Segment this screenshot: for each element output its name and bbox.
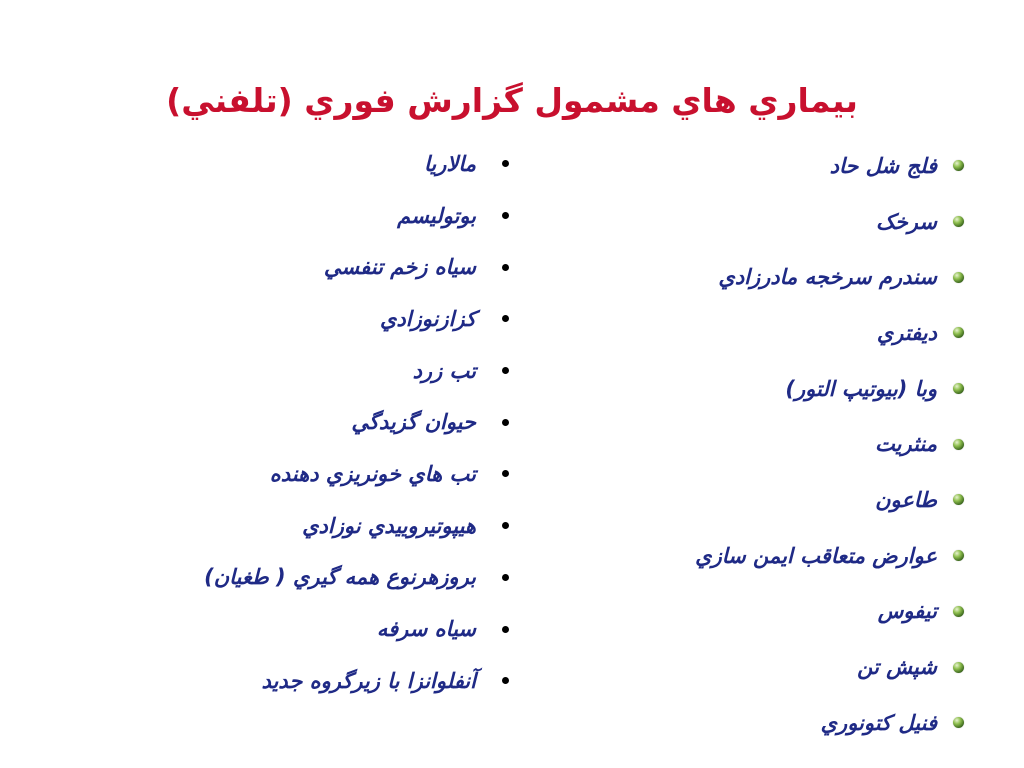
list-item — [29, 241, 509, 293]
green-ball-bullet-icon — [953, 327, 964, 338]
list-item-label: تب زرد — [412, 358, 476, 383]
green-ball-bullet-icon — [953, 662, 964, 673]
list-item-label: تب هاي خونريزي دهنده — [269, 461, 476, 486]
list-item — [29, 552, 509, 604]
list-item-label: بروزهرنوع همه گيري ( طغيان) — [204, 565, 476, 590]
slide-title: بيماري هاي مشمول گزارش فوري (تلفني) — [166, 81, 858, 120]
list-item — [544, 584, 964, 640]
list-item — [544, 305, 964, 361]
list-item — [29, 448, 509, 500]
black-dot-bullet-icon — [502, 574, 509, 581]
list-item-label: مالاريا — [423, 151, 476, 176]
black-dot-bullet-icon — [502, 626, 509, 633]
list-item-label: سياه زخم تنفسي — [323, 255, 476, 280]
green-ball-bullet-icon — [953, 717, 964, 728]
list-item — [29, 396, 509, 448]
black-dot-bullet-icon — [502, 677, 509, 684]
list-item-label: سياه سرفه — [376, 617, 476, 642]
list-item — [544, 361, 964, 417]
list-item-label: منثريت — [875, 432, 937, 457]
list-item-label: شپش تن — [857, 655, 937, 680]
list-item — [544, 138, 964, 194]
black-dot-bullet-icon — [502, 367, 509, 374]
black-dot-bullet-icon — [502, 470, 509, 477]
list-item — [29, 500, 509, 552]
right-disease-list — [544, 138, 964, 751]
list-item-label: عوارض متعاقب ايمن سازي — [695, 543, 937, 568]
list-item-label: وبا (بيوتيپ التور) — [785, 376, 937, 401]
list-item-label: کزازنوزادي — [379, 306, 476, 331]
list-item-label: فنيل کتونوري — [820, 710, 937, 735]
list-item-label: حيوان گزيدگي — [351, 410, 476, 435]
list-item — [544, 472, 964, 528]
list-item-label: آنفلوانزا با زيرگروه جديد — [261, 668, 476, 693]
left-disease-list — [29, 138, 509, 707]
list-item — [29, 293, 509, 345]
list-item — [544, 249, 964, 305]
list-item-label: بوتوليسم — [397, 203, 476, 228]
black-dot-bullet-icon — [502, 212, 509, 219]
list-item-label: طاعون — [875, 487, 937, 512]
list-item-label: ديفتري — [876, 320, 937, 345]
green-ball-bullet-icon — [953, 550, 964, 561]
black-dot-bullet-icon — [502, 264, 509, 271]
green-ball-bullet-icon — [953, 272, 964, 283]
green-ball-bullet-icon — [953, 160, 964, 171]
list-item — [544, 194, 964, 250]
list-item-label: سندرم سرخجه مادرزادي — [718, 265, 937, 290]
green-ball-bullet-icon — [953, 383, 964, 394]
black-dot-bullet-icon — [502, 315, 509, 322]
list-item-label: فلج شل حاد — [829, 153, 937, 178]
black-dot-bullet-icon — [502, 419, 509, 426]
list-item-label: هيپوتيروييدي نوزادي — [302, 513, 476, 538]
black-dot-bullet-icon — [502, 522, 509, 529]
green-ball-bullet-icon — [953, 606, 964, 617]
list-item-label: سرخک — [876, 209, 937, 234]
list-item — [29, 345, 509, 397]
list-item-label: تيفوس — [877, 599, 937, 624]
list-item — [29, 190, 509, 242]
black-dot-bullet-icon — [502, 160, 509, 167]
list-item — [544, 639, 964, 695]
green-ball-bullet-icon — [953, 216, 964, 227]
list-item — [29, 603, 509, 655]
list-item — [29, 655, 509, 707]
green-ball-bullet-icon — [953, 439, 964, 450]
green-ball-bullet-icon — [953, 494, 964, 505]
list-item — [544, 695, 964, 751]
list-item — [544, 528, 964, 584]
list-item — [29, 138, 509, 190]
list-item — [544, 416, 964, 472]
